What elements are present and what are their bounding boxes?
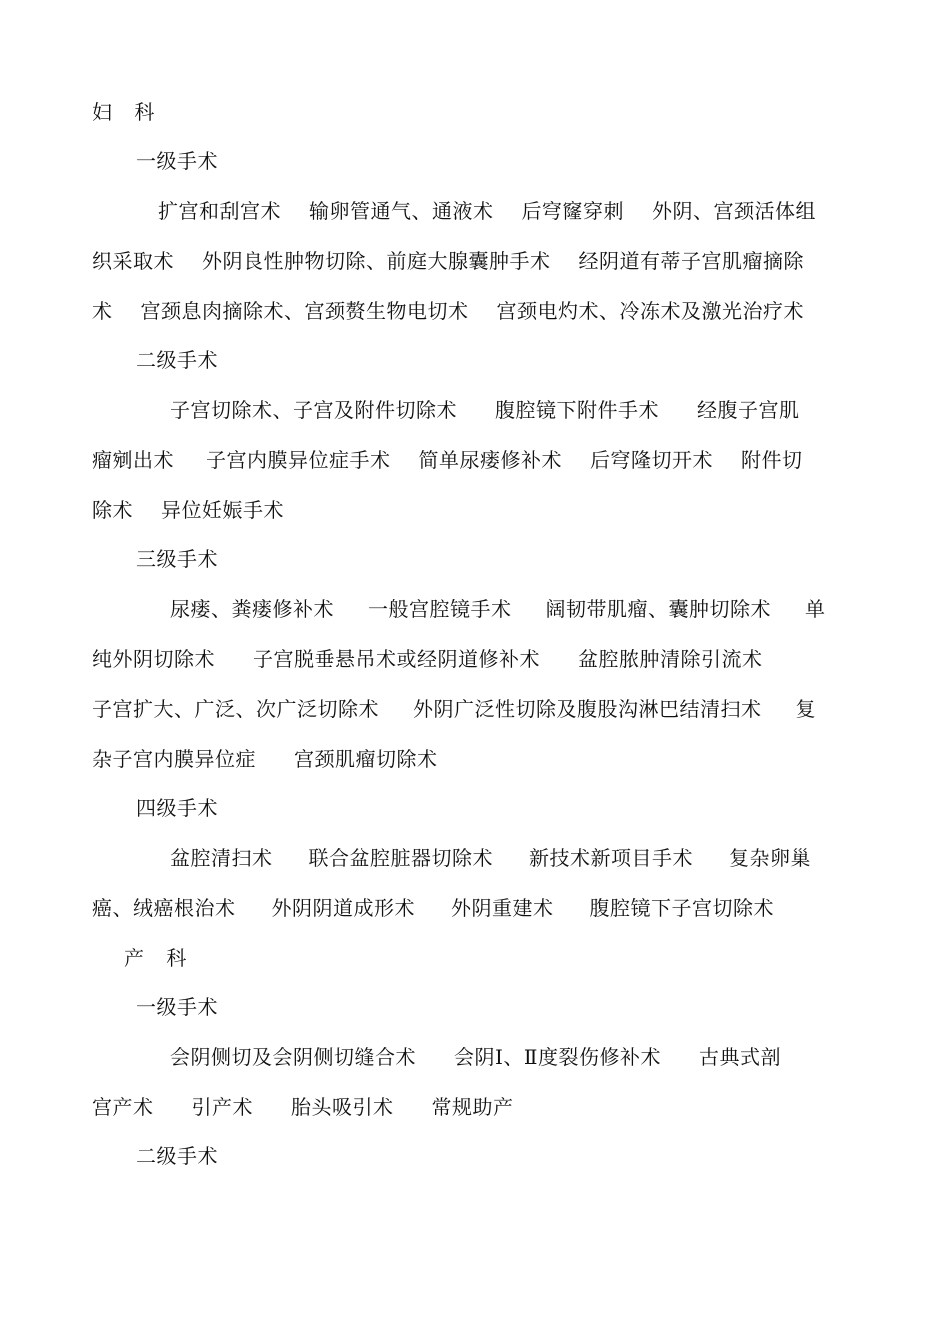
- procedure-line: [92, 496, 284, 524]
- procedure-item: 经阴道有蒂子宫肌瘤摘除: [578, 249, 804, 273]
- procedure-item: 引产术: [191, 1095, 253, 1119]
- procedure-line: [92, 745, 438, 773]
- procedure-line: [158, 197, 816, 225]
- procedure-item: 经腹子宫肌: [697, 398, 800, 422]
- procedure-item: 单: [805, 597, 826, 621]
- procedure-item: 胎头吸引术: [291, 1095, 394, 1119]
- procedure-item: 附件切: [741, 448, 803, 472]
- procedure-item: 异位妊娠手术: [161, 498, 284, 522]
- procedure-item: 外阴良性肿物切除、前庭大腺囊肿手术: [202, 249, 551, 273]
- procedure-item: 常规助产: [431, 1095, 514, 1119]
- procedure-item: 子宫扩大、广泛、次广泛切除术: [92, 697, 379, 721]
- procedure-item: 盆腔清扫术: [170, 846, 273, 870]
- level-heading-gyn-4: 四级手术: [136, 796, 218, 820]
- procedure-item: 尿瘘、粪瘘修补术: [170, 597, 334, 621]
- level-heading-obs-1: 一级手术: [136, 995, 218, 1019]
- procedure-line: [92, 1093, 514, 1121]
- procedure-item: 腹腔镜下附件手术: [495, 398, 659, 422]
- procedure-item: 宫颈肌瘤切除术: [294, 747, 438, 771]
- procedure-item: 外阴广泛性切除及腹股沟淋巴结清扫术: [413, 697, 762, 721]
- procedure-item: 除术: [92, 498, 133, 522]
- procedure-item: 宫颈息肉摘除术、宫颈赘生物电切术: [140, 299, 469, 323]
- procedure-line: [92, 695, 816, 723]
- procedure-item: 后穹窿穿刺: [521, 199, 624, 223]
- procedure-item: 会阴Ⅰ、Ⅱ度裂伤修补术: [454, 1045, 661, 1069]
- procedure-item: 子宫切除术、子宫及附件切除术: [170, 398, 457, 422]
- procedure-item: 子宫脱垂悬吊术或经阴道修补术: [253, 647, 540, 671]
- section-title-obstetrics: 产 科: [124, 946, 195, 970]
- procedure-line: [170, 1043, 781, 1071]
- procedure-item: 外阴重建术: [451, 896, 554, 920]
- procedure-line: [92, 247, 804, 275]
- procedure-item: 会阴侧切及会阴侧切缝合术: [170, 1045, 416, 1069]
- procedure-item: 简单尿瘘修补术: [418, 448, 562, 472]
- procedure-item: 纯外阴切除术: [92, 647, 215, 671]
- procedure-item: 外阴、宫颈活体组: [652, 199, 816, 223]
- procedure-item: 子宫内膜异位症手术: [206, 448, 391, 472]
- procedure-line: [92, 446, 803, 474]
- procedure-line: [170, 595, 826, 623]
- procedure-item: 腹腔镜下子宫切除术: [589, 896, 774, 920]
- procedure-line: [170, 844, 811, 872]
- procedure-line: [92, 297, 804, 325]
- procedure-item: 盆腔脓肿清除引流术: [578, 647, 763, 671]
- procedure-item: 癌、绒癌根治术: [92, 896, 236, 920]
- procedure-item: 外阴阴道成形术: [271, 896, 415, 920]
- procedure-item: 宫颈电灼术、冷冻术及激光治疗术: [496, 299, 804, 323]
- procedure-item: 扩宫和刮宫术: [158, 199, 281, 223]
- procedure-item: 术: [92, 299, 113, 323]
- procedure-item: 新技术新项目手术: [529, 846, 693, 870]
- level-heading-gyn-2: 二级手术: [136, 348, 218, 372]
- procedure-item: 一般宫腔镜手术: [368, 597, 512, 621]
- level-heading-obs-2: 二级手术: [136, 1144, 218, 1168]
- level-heading-gyn-3: 三级手术: [136, 547, 218, 571]
- procedure-item: 宫产术: [92, 1095, 154, 1119]
- procedure-item: 输卵管通气、通液术: [309, 199, 494, 223]
- procedure-item: 复: [795, 697, 816, 721]
- procedure-item: 织采取术: [92, 249, 174, 273]
- procedure-line: [92, 645, 763, 673]
- level-heading-gyn-1: 一级手术: [136, 149, 218, 173]
- procedure-line: [92, 894, 774, 922]
- procedure-item: 瘤剜出术: [92, 448, 174, 472]
- section-title-gynecology: 妇 科: [92, 100, 163, 124]
- procedure-item: 联合盆腔脏器切除术: [308, 846, 493, 870]
- procedure-item: 复杂卵巢: [729, 846, 811, 870]
- procedure-item: 杂子宫内膜异位症: [92, 747, 256, 771]
- procedure-item: 阔韧带肌瘤、囊肿切除术: [545, 597, 771, 621]
- procedure-line: [170, 396, 800, 424]
- procedure-item: 后穹隆切开术: [590, 448, 713, 472]
- procedure-item: 古典式剖: [699, 1045, 781, 1069]
